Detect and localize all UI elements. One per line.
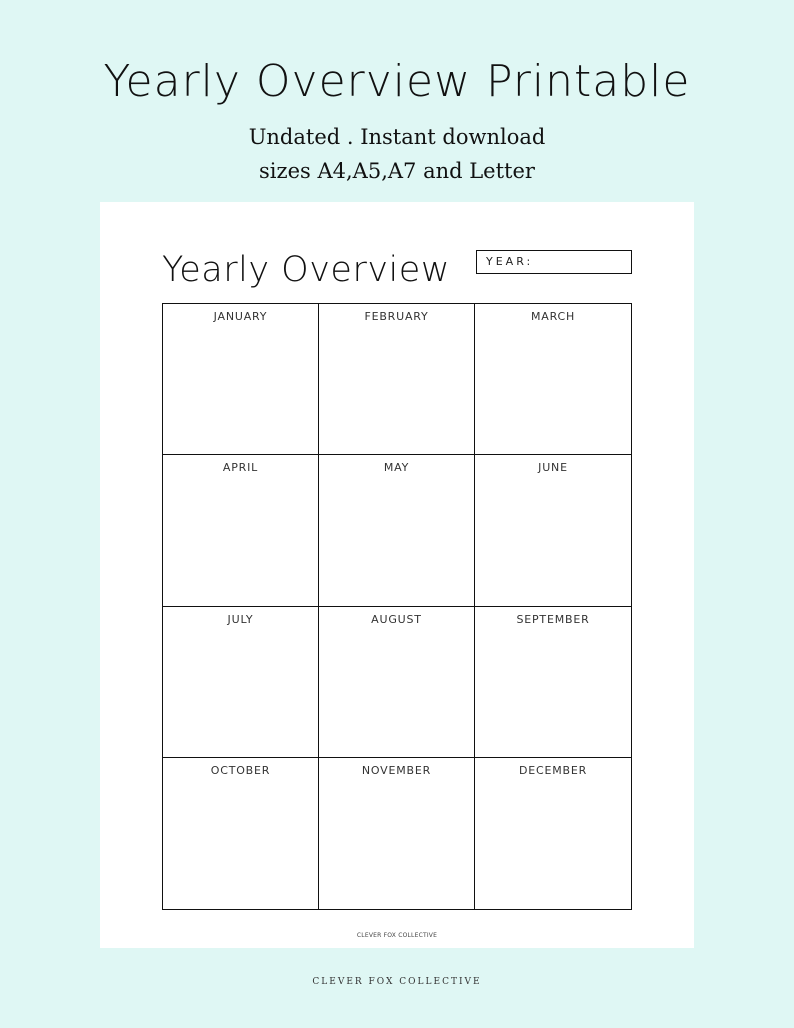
year-label: YEAR: [486, 255, 534, 268]
planner-sheet [100, 202, 694, 948]
month-cell-august[interactable] [319, 607, 475, 758]
month-cell-june[interactable] [475, 455, 631, 606]
banner-subtitle-line1: Undated . Instant download [248, 125, 546, 149]
month-label: OCTOBER [210, 763, 271, 777]
month-label: MAY [383, 461, 410, 475]
month-label: JULY [227, 612, 254, 626]
year-field[interactable] [476, 250, 632, 274]
month-cell-december[interactable] [475, 758, 631, 909]
month-cell-march[interactable] [475, 304, 631, 455]
month-cell-october[interactable] [163, 758, 319, 909]
month-label: AUGUST [371, 612, 422, 626]
banner-title: Yearly Overview Printable [103, 56, 691, 107]
banner-subtitle-line2: sizes A4,A5,A7 and Letter [259, 159, 535, 183]
month-cell-may[interactable] [319, 455, 475, 606]
month-label: DECEMBER [518, 763, 588, 777]
month-cell-january[interactable] [163, 304, 319, 455]
month-cell-february[interactable] [319, 304, 475, 455]
month-label: MARCH [530, 310, 576, 323]
month-label: APRIL [222, 461, 259, 475]
month-cell-july[interactable] [163, 607, 319, 758]
month-cell-april[interactable] [163, 455, 319, 606]
month-label: NOVEMBER [361, 763, 432, 777]
month-label: JUNE [538, 461, 568, 475]
month-cell-november[interactable] [319, 758, 475, 909]
sheet-footer: CLEVER FOX COLLECTIVE [356, 932, 438, 939]
sheet-title: Yearly Overview [162, 250, 450, 290]
month-label: SEPTEMBER [516, 612, 590, 626]
month-cell-september[interactable] [475, 607, 631, 758]
month-label: JANUARY [213, 310, 268, 323]
month-label: FEBRUARY [364, 310, 429, 323]
month-grid [162, 303, 632, 910]
page-footer: CLEVER FOX COLLECTIVE [312, 977, 482, 987]
